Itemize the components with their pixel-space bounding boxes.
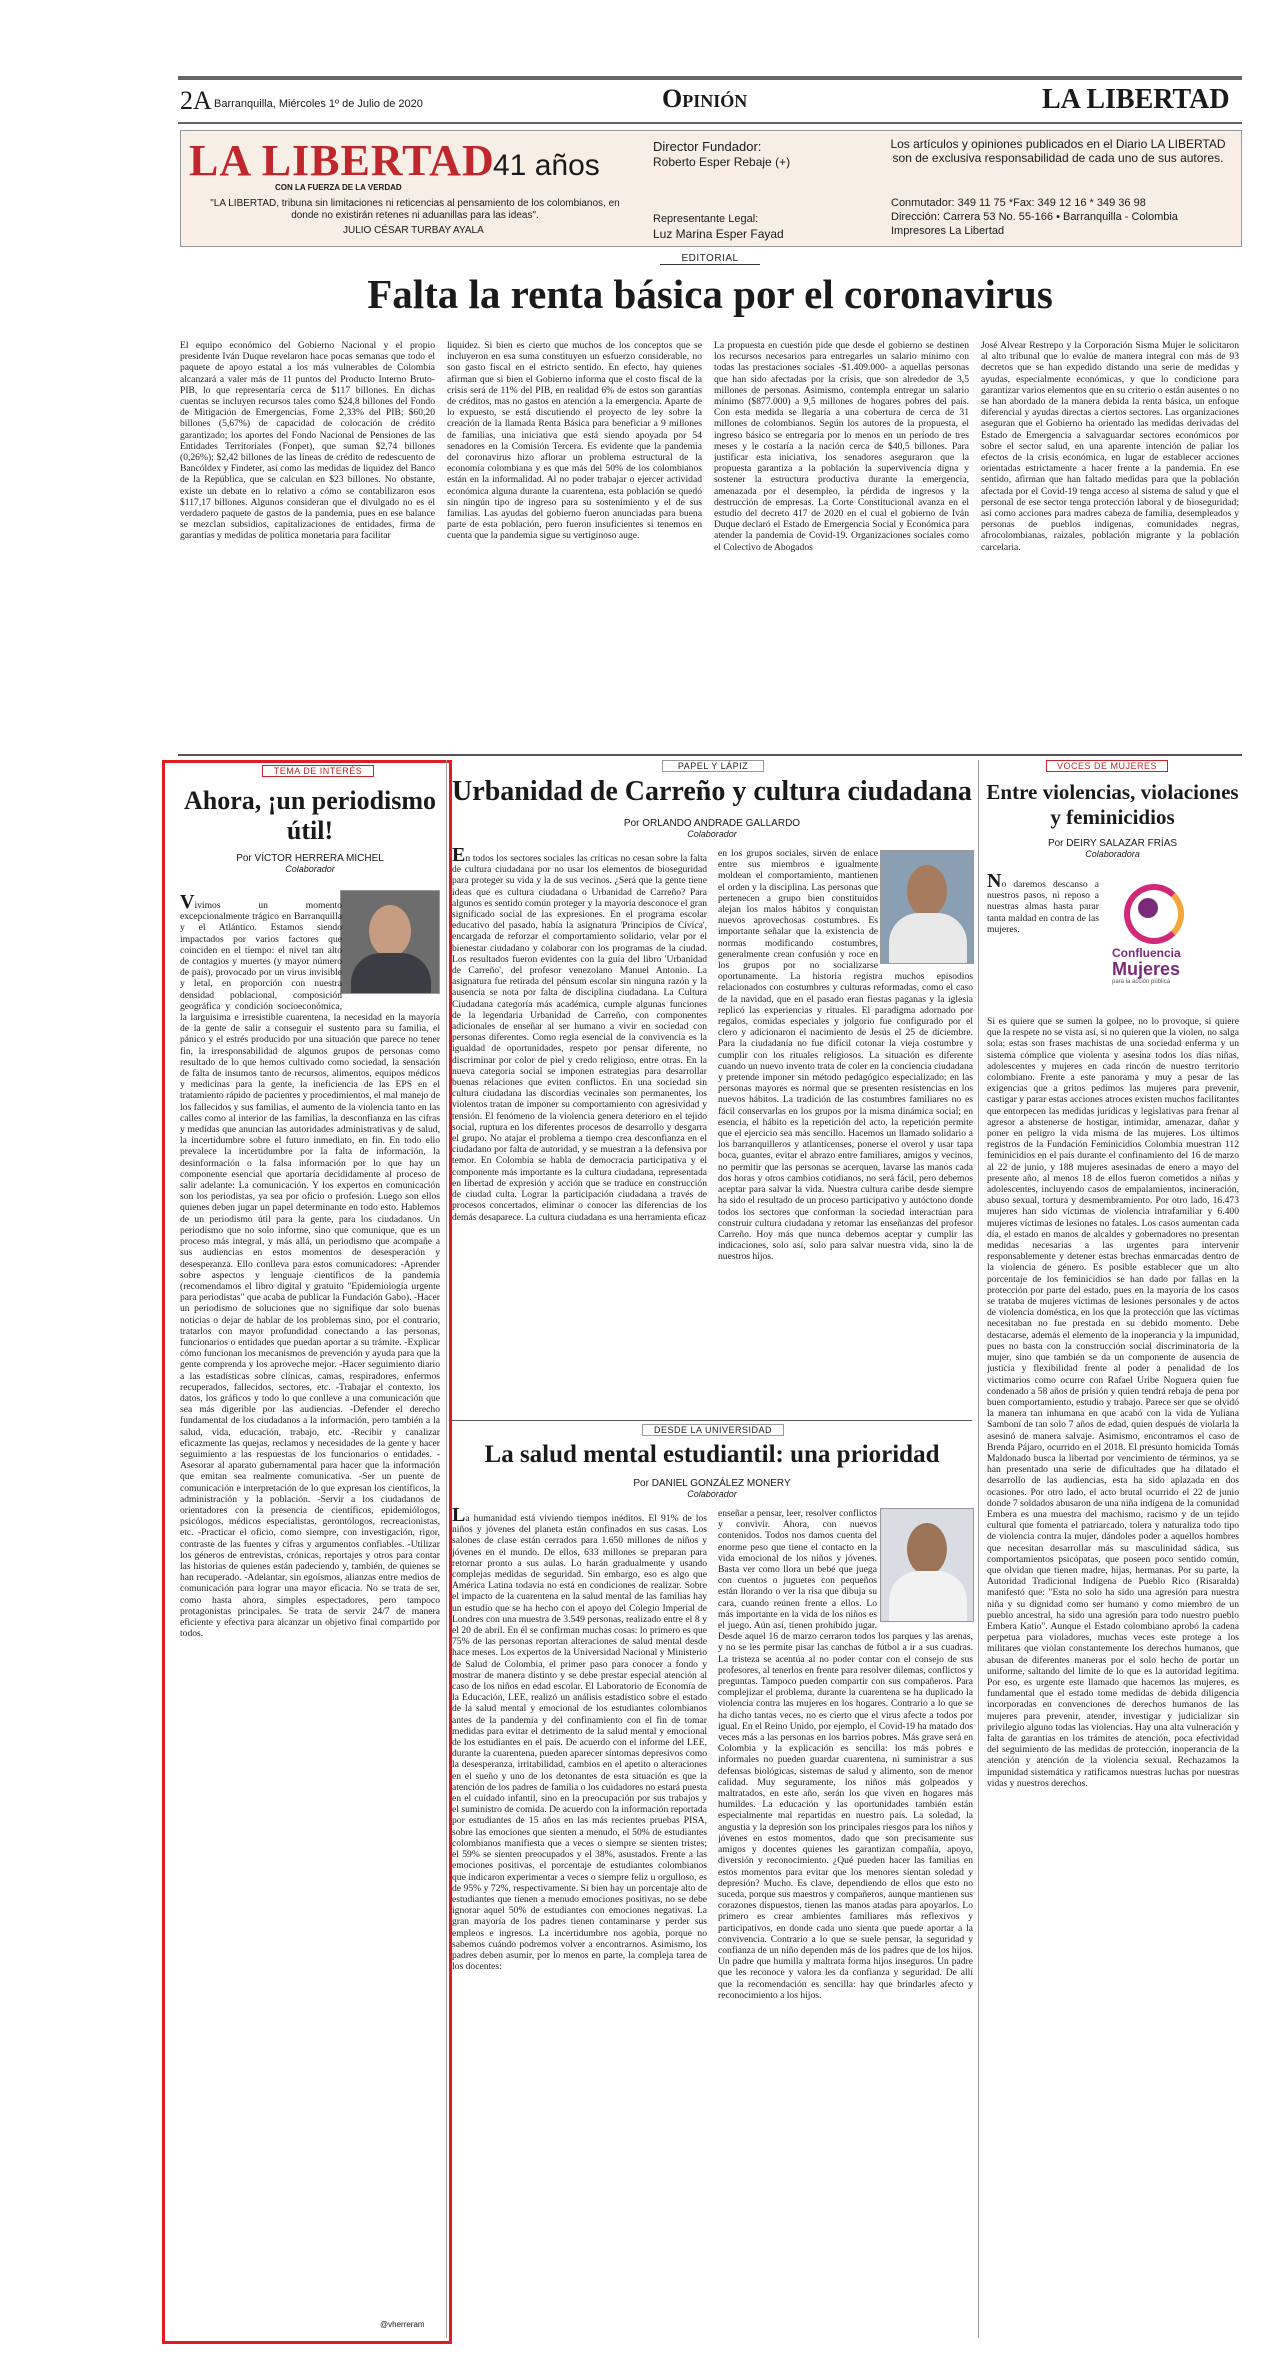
contact-phones: Conmutador: 349 11 75 *Fax: 349 12 16 * 349 36 98 — [891, 197, 1146, 209]
paper-logo: LA LIBERTAD — [189, 136, 495, 185]
mid2-headline: La salud mental estudiantil: una prioridad — [484, 1441, 940, 1468]
rep-label: Representante Legal: — [653, 213, 759, 225]
voces-tag: VOCES DE MUJERES — [1046, 760, 1168, 772]
confluencia-mujeres-logo — [1110, 880, 1235, 1000]
universidad-tag: DESDE LA UNIVERSIDAD — [642, 1424, 784, 1436]
page-number: 2A — [180, 86, 212, 115]
editorial-tag: EDITORIAL — [660, 253, 760, 265]
editorial-column-2: liquidez. Si bien es cierto que muchos de los conceptos que se incluyeron en esa suma constituyen un esfuerzo considerable, no son gasto fiscal en el estricto sentido. En efecto, hay quienes afirman que si bien el Gobierno informa que el costo fiscal de la crisis será de 11% del PIB, en realidad 6% de estos son garantías de créditos, mas no gastos en atención a la emergencia. Aparte de lo expuesto, se está discutiendo el proyecto de ley sobre la creación de la llamada Renta Básica para beneficiar a 9 millones de familias, una iniciativa que está siendo apoyada por 54 senadores en la Comisión Tercera. Es evidente que la pandemia del coronavirus hizo aflorar un problema estructural de la economía colombiana y es que más del 50% de los colombianos están en la informalidad. Al no poder trabajar o ejercer actividad económica alguna durante la cuarentena, esta población se quedó sin ningún tipo de ingreso para su sostenimiento y el de sus familias. Las ayudas del gobierno fueron anunciadas para buena parte de esta población, pero fueron insuficientes si tenemos en cuenta que la pandemia sigue su vertiginoso auge. — [447, 340, 702, 542]
mid-byline — [452, 818, 972, 840]
left-author: Por VÍCTOR HERRERA MICHEL — [236, 853, 384, 864]
founder-quote: "LA LIBERTAD, tribuna sin limitaciones ni reticencias al pensamiento de los colombianos, en donde no existirán retenes ni aduanillas para las ideas". — [210, 198, 620, 221]
printer-name: Impresores La Libertad — [891, 225, 1005, 237]
mid2-body-b: enseñar a pensar, leer, resolver conflictos y convivir. Ahora, con nuevos contenidos. Todos nos damos cuenta del enorme peso que tiene el contacto en la vida emocional de los niños y jóvenes. Basta ver como llora un bebé que juega con cuentos o juguetes con pequeños están llorando o ver la risa que dibuja su cara, cuando reúnen frente a ellos. Lo más importante en la vida de los niños es el juego. Aún así, tienen prohibido jugar. Desde aquel 16 de marzo cerraron todos los parques y las arenas, y no se les permite pisar las canchas de fútbol a ir a sus cuadras. La tristeza se acentúa al no poder contar con el consejo de sus profesores, al tenerlos en frente para resolver dilemas, conflictos y preguntas. Tampoco pueden compartir con sus compañeros. Para complejizar el problema, durante la cuarentena se ha duplicado la violencia contra las mujeres en los hogares. Contrario a lo que se ha dicho tantas veces, no es cierto que el virus afecte a todos por igual. En el Reino Unido, por ejemplo, el Covid-19 ha matado dos veces más a las personas en los barrios pobres. Más grave será en Colombia y la explicación es sencilla: los más pobres e informales no pueden guardar cuarentena, ni suministrar a sus defensas biológicas, sistemas de salud y alimento, son de menor calidad. Muy seguramente, los niños más golpeados y maltratados, en este año, serán los que viven en hogares más humildes. La educación y las oportunidades también están especialmente mal repartidas en nuestro país. La soledad, la angustia y la depresión son los principales riesgos para los niños y jóvenes en estos momentos, dado que son precisamente sus amigos y docentes quienes les garantizan compañía, apoyo, diversión y reconocimiento. ¿Qué pueden hacer las familias en estos momentos para evitar que los menores sientan soledad y depresión? Mucho. Es clave, dependiendo de ellos que esto no suceda, porque sus maestros y compañeros, aunque mantienen sus corazones dispuestos, tienen las manos atadas para apoyarlos. Lo primero es crear ambientes familiares más reflexivos y participativos, en donde cada uno sienta que puede aportar a la convivencia. Contrario a lo que se suele pensar, la seguridad y confianza de un niño dependen más de los padres que de los hijos. Un padre que humilla y maltrata forma hijos inseguros. Un padre que les reconoce y valora les da confianza y seguridad. De allí que la recomendación es sencilla: hay que brindarles afecto y reconocimiento a los hijos. — [718, 1508, 973, 2001]
mid2-role: Colaborador — [687, 1489, 737, 1499]
right-headline: Entre violencias, violaciones y feminicidios — [986, 780, 1239, 829]
masthead-rule — [178, 122, 1242, 124]
paper-name: LA LIBERTAD — [1042, 84, 1230, 115]
editorial-column-1: El equipo económico del Gobierno Nacional y el propio presidente Iván Duque revelaron hace pocas semanas que todo el paquete de apoyo estatal a los más vulnerables de Colombia alcanzará a valer más de 11 puntos del Producto Interno Bruto-PIB, lo que representaría cerca de $117 billones. En dichas cuentas se incluyen recursos tales como $24,8 billones del Fondo de Mitigación de Emergencias, Fome 2,33% del PIB; $60,20 billones (5,67%) de capacidad de colocación de crédito garantizado; los aportes del Fondo Nacional de Pensiones de las Entidades Territoriales (Fonpet), que suman $2,74 billones (0,26%); $2,42 billones de las líneas de crédito de redescuento de Bancóldex y Findeter, así como las medidas de liquidez del Banco de la República, que se calculan en $23 billones. No obstante, existe un debate en lo relativo a cómo se contabilizaron esos $117,17 billones. Algunos consideran que el divulgado no es el verdadero paquete de gastos de la pandemia, pues en ese balance se mezclan subsidios, capitalizaciones de entidades, firma de garantías y medidas de política monetaria para facilitar — [180, 340, 435, 542]
contact-address: Dirección: Carrera 53 No. 55-166 • Barranquilla - Colombia — [891, 211, 1178, 223]
author-photo-gonzalez — [880, 1508, 974, 1622]
editorial-column-4: José Alvear Restrepo y la Corporación Sisma Mujer le solicitaron al alto tribunal que lo evalúe de manera integral con más de 93 decretos que se han expedido distando una serie de medidas y ayudas, especialmente económicas, y que lo condicione para garantizar varios elementos que en su criterio o están ausentes o no se han abordado de la manera debida la renta básica, un enfoque diferencial y ayudas directas a ciertos sectores. Las organizaciones aseguran que el Gobierno ha orientado las medidas derivadas del Estado de Emergencia a salvaguardar sectores económicos por sobre el sector salud, en una aparente intención de paliar los efectos de la crisis económica, en lugar de establecer acciones orientadas estrictamente a hacer frente a la pandemia. En ese sentido, afirman que han faltado medidas para que la población afectada por el Covid-19 tenga acceso al sistema de salud y que el personal de ese sector tenga protección laboral y de bioseguridad; así como acciones para madres cabeza de familia, desempleados y personas de pueblos indígenas, comunidades negras, afrocolombianas, raizales, población migrante y la población carcelaria. — [981, 340, 1239, 553]
left-headline: Ahora, ¡un periodismo útil! — [183, 786, 437, 845]
right-byline — [985, 838, 1240, 860]
mid-author: Por ORLANDO ANDRADE GALLARDO — [623, 818, 801, 829]
top-rule — [178, 76, 1242, 80]
editorial-bottom-rule — [178, 754, 1242, 756]
logo-core-icon — [1138, 898, 1158, 918]
years-badge: 41 años — [493, 149, 600, 182]
logo-text-3: para la acción pública — [1112, 979, 1171, 985]
mid-divider — [452, 1420, 972, 1421]
right-role: Colaboradora — [1085, 849, 1140, 859]
left-body: Vivimos un momento excepcionalmente trágico en Barranquilla y el Atlántico. Estamos siendo impactados por varios factores que coinciden en el tiempo: el nivel tan alto de contagios y muertes (y mayor número de país), provocado por un virus invisible y letal, en proporción con nuestra densidad poblacional, composición geográfica y condición socioeconómica, la larguísima e irresistible cuarentena, la necesidad en la mayoría de la gente de salir a conseguir el sustento para su familia, el pánico y el estrés producido por una situación que parece no tener fin, la irresponsabilidad de algunos grupos de personas como resultado de lo que hemos cultivado como sociedad, la sensación de falta de insumos tanto de recursos, alimentos, equipos médicos y medicinas para la gente, la ineficiencia de las EPS en el tratamiento rápido de pacientes y procedimientos, el mal manejo de los fallecidos y sus familias, el aumento de la violencia tanto en las calles como al interior de las familias, la desconfianza en las cifras y medidas que anuncian las autoridades administrativas y de salud, la incertidumbre sobre el futuro inmediato, en fin. En todo ello prevalece la incertidumbre por la falta de información, la desinformación o la falsa información por lo que hay un componente esencial que aportaría decididamente al proceso de salir adelante: La comunicación. Y los expertos en comunicación son los periodistas, ya sea por oficio o profesión. Luego son ellos quienes deben jugar un papel determinante en todo esto. Hablemos de un periodismo útil para la gente, para los ciudadanos. Un periodismo que no solo informe, sino que comunique, que es un proceso más integral, y más allá, un periodismo que acompañe a sus audiencias en estos momentos de desesperación y desesperanza. Ello conlleva para estos comunicadores: -Aprender sobre aspectos y lenguaje científicos de la pandemia (recomendamos el libro digital y gratuito "Epidemiología urgente para periodistas" que acaba de publicar la Fundación Gabo). -Hacer un periodismo de soluciones que no signifique dar solo buenas noticias o dejar de hablar de los problemas sino, por el contrario, tratarlos con mayor profundidad conectando a las personas, funcionarios o entidades que puedan aportar a su trámite. -Explicar cómo funcionan los mecanismos de prevención y ayuda para que la gente comprenda y los aproveche mejor. -Hacer seguimiento diario a las estadísticas sobre clínicas, camas, respiradores, enfermos recuperados, fallecidos, sectores, etc. -Trabajar el contexto, los datos, los gráficos y todo lo que conlleve a una comunicación que sea más digerible por las audiencias. -Defender el derecho fundamental de los ciudadanos a la información, pero también a la salud, vida, educación, trabajo, etc. -Recibir y canalizar eficazmente las quejas, reclamos y necesidades de la gente y hacer seguimiento a las respuestas de los funcionarios o entidades. -Asesorar al aparato gubernamental para hacer que la información que emitan sea realmente comunicativa. -Ser un puente de comunicación e interpretación de lo que expresan los científicos, la administración y la población. -Servir a los ciudadanos de orientadores con la presencia de científicos, epidemiólogos, psicólogos, médicos especialistas, gerontólogos, recreacionistas, etc. -Practicar el oficio, como siempre, con investigación, rigor, contraste de las fuentes y cifras y argumentos confiables. -Utilizar los géneros de entrevistas, crónicas, reportajes y otros para contar las historias de quienes están padeciendo y, también, de quienes se han recuperado. -Adelantar, sin egoísmos, alianzas entre medios de comunicación para lograr una mayor eficacia. No se trata de ser, como hasta ahora, simples espectadores, pero tampoco protagonistas principales. Se trata de servir 24/7 de manera eficiente y efectiva para alcanzar un objetivo final compartido por todos. — [180, 895, 440, 1640]
left-role: Colaborador — [285, 864, 335, 874]
director-name: Roberto Esper Rebaje (+) — [653, 155, 791, 169]
rep-name: Luz Marina Esper Fayad — [653, 227, 784, 241]
masthead-info-box — [180, 130, 1242, 247]
responsibility-notice: Los artículos y opiniones publicados en el Diario LA LIBERTAD son de exclusiva responsabilidad de cada uno de sus autores. — [890, 137, 1226, 165]
left-byline — [178, 853, 442, 875]
mid-headline: Urbanidad de Carreño y cultura ciudadana — [452, 776, 972, 807]
mid2-byline — [452, 1478, 972, 1500]
mid-role: Colaborador — [687, 829, 737, 839]
papel-lapiz-tag: PAPEL Y LÁPIZ — [662, 760, 764, 772]
col-separator-2 — [978, 760, 979, 2338]
mid2-body-a: La humanidad está viviendo tiempos inéditos. El 91% de los niños y jóvenes del planeta están confinados en sus casas. Los salones de clase están cerrados para 1.650 millones de niños y jóvenes en el mundo. De ellos, 633 millones se preparan para retornar pronto a sus aulas. Lo harán gradualmente y usando complejas medidas de seguridad. Sin embargo, eso es algo que América Latina todavía no está en condiciones de realizar. Sobre el impacto de la cuarentena en la salud mental de las familias hay un estudio que se ha hecho con el apoyo del Colegio Imperial de Londres con una muestra de 3.549 personas, realizado entre el 8 y el 20 de abril. En él se confirman muchas cosas: lo primero es que 75% de las personas reportan alteraciones de salud mental desde hace meses. Los expertos de la Universidad Nacional y Ministerio de Salud de Colombia, el primer paso para conocer a fondo y mostrar de manera distinto y se debe prestar especial atención al caso de los niños en edad escolar. El Laboratorio de Economía de la Educación, LEE, realizó un análisis estadístico sobre el estado de la salud mental y emocional de los estudiantes colombianos antes de la pandemia y del confinamiento con el fin de tomar medidas para evitar el detrimento de la salud mental y emocional de los estudiantes en el país. De acuerdo con el informe del LEE, durante la cuarentena, pueden aparecer síntomas depresivos como la desesperanza, irritabilidad, cambios en el apetito o alteraciones en el sueño y uno de los detonantes de esta situación es que la atención de los padres de familia o los cuidadores no estará puesta en el cuidado infantil, sino en la preocupación por sus trabajos y el suministro de comida. De acuerdo con la información reportada por estudiantes de 15 años en las más recientes pruebas PISA, sobre las emociones que sienten a menudo, el 50% de estudiantes colombianos manifiesta que a veces o siempre se sienten tristes; el 59% se sienten preocupados y el 38%, asustados. Frente a las emociones positivas, el porcentaje de estudiantes colombianos que indicaron experimentar a veces o siempre feliz u orgulloso, es de 95% y 72%, respectivamente. Si bien hay un porcentaje alto de estudiantes que tienen a menudo emociones positivas, no se debe ignorar aquel 50% de estudiantes con emociones negativas. La gran mayoría de los padres tienen contaminarse y perder sus empleos e ingresos. La incertidumbre nos agobia, porque no sabemos cuándo podremos volver a encontrarnos. Asimismo, los padres deben asumir, por lo menos en parte, la compleja tarea de los docentes: — [452, 1508, 707, 1973]
dateline: Barranquilla, Miércoles 1º de Julio de 2020 — [214, 98, 423, 110]
right-intro: No daremos descanso a nuestros pasos, ni reposo a nuestras almas hasta parar tanta maldad en contra de las mujeres. — [987, 874, 1099, 935]
col-separator-1 — [446, 760, 447, 2338]
interest-tag: TEMA DE INTERÉS — [262, 765, 374, 777]
logo-text-2: Mujeres — [1112, 959, 1181, 979]
quote-author: JULIO CÉSAR TURBAY AYALA — [343, 225, 484, 236]
editorial-column-3: La propuesta en cuestión pide que desde el gobierno se destinen los recursos necesarios para entregarles un salario mínimo con todas las prestaciones sociales -$1.409.000- a aquellas personas que han sido afectadas por la crisis, que son alrededor de 3,5 millones de personas. Asimismo, contempla entregar un salario mínimo ($877.000) a 9,5 millones de hogares pobres del país. Con esta medida se llegaría a una cobertura de cerca de 31 millones de colombianos. Según los autores de la propuesta, el ingreso básico se entregaría por lo menos en un período de tres meses y le costaría a la nación cerca de $40,5 billones. Para justificar esta iniciativa, los senadores aseguraron que la propuesta garantiza a la población la supervivencia digna y sostener la estructura productiva durante la emergencia, amenazada por el desempleo, la pérdida de ingresos y la destrucción de empresas. La Corte Constitucional avanza en el estudio del decreto 417 de 2020 en el cual el gobierno de Iván Duque declaró el Estado de Emergencia Social y Económica para atender la pandemia de Covid-19. Organizaciones sociales como el Colectivo de Abogados — [714, 340, 969, 553]
editorial-headline: Falta la renta básica por el coronavirus — [367, 271, 1053, 317]
right-body: Si es quiere que se sumen la golpee, no lo provoque, si quiere que la respete no se vista así, si no quieren que la violen, no salga sola; estas son frases machistas de una sociedad enferma y un sistema cómplice que violenta y asesina todos los días niñas, adolescentes y mujeres en cada rincón de nuestro territorio colombiano. Frente a este panorama y muy a pesar de las exigencias que a gritos pedimos las mujeres para prevenir, castigar y parar estas acciones atroces existen muchos facilitantes que entorpecen las medidas jurídicas y legislativas para frenar al agresor a abstenerse de hostigar, intimidar, amenazar, dañar y poner en peligro la vida misma de las mujeres. Los últimos registros de la Fundación Feminicidios Colombia muestran 112 feminicidios en el país durante el confinamiento del 16 de marzo al 22 de junio, y 188 mujeres asesinadas de enero a mayo del presente año, al menos 18 de ellos fueron cometidos a niñas y adolescentes, incluyendo casos de empalamientos, incineración, abuso sexual, tortura y desmembramiento. Por otro lado, 16.473 mujeres han sido víctimas de violencia intrafamiliar y 6.400 mujeres víctimas de lesiones no fatales. Los casos aumentan cada día, el estado en manos de alcaldes y gobernadores no presentan medidas necesarias a las urgentes para intervenir responsablemente y detener estas brechas enmarcadas dentro de la violencia de género. Es posible establecer que un alto porcentaje de los feminicidios se han dado por fallas en la protección por parte del estado, pues en la mayoría de los casos se trataba de mujeres víctimas de lesiones personales y de actos de violencia doméstica, en los que la protección que las víctimas necesitaban no fue prestada en su debido momento. Debe destacarse, además el elemento de la inoperancia y la impunidad, pues no basta con la construcción social discriminatoria de la mujer, sino que también se da un componente de ausencia de justicia y flexibilidad frente al poder a penalidad de los victimarios como ocurre con Rafael Uribe Noguera quien fue condenado a 58 años de prisión y quien tendrá rebaja de pena por buen comportamiento, estudio y trabajo. Parece ser que se olvidó la manera tan inhumana en que acabó con la vida de Yuliana Samboní de tan solo 7 años de edad, quien después de violarla la asesinó de manera salvaje. Asimismo, encontramos el caso de Brenda Pájaro, ocurrido en el 2018. El presunto homicida Tomás Maldonado busca la libertad por vencimiento de términos, ya se han presentado una serie de dificultades que ha dilatado el desarrollo de las audiencias, esta ha sido aplazada en dos ocasiones. Por otro lado, el acto brutal ocurrido el 22 de junio donde 7 soldados abusaron de una niña indígena de la comunidad Embera es una muestra del machismo, racismo y de un tejido cultural que fomenta el patriarcado, tolera y naturaliza todo tipo de violencia contra la mujer, dándoles poder a aquellos hombres que necesitan desarrollar más su masculinidad sádica, sus comportamientos psicópatas, que poseen poco sentido común, que olvidan que tienen madre, hijas, hermanas. Por su parte, la Autoridad Tradicional Indígena de Pueblo Rico (Risaralda) manifestó que: "Esta no solo ha sido una agresión para nuestra niña y su dignidad como ser humano y como miembro de un pueblo ancestral, ha sido una agresión para todo nuestro pueblo Embera Katío". Aunque el Estado colombiano aprobó la cadena perpetua para violadores, muchas veces este protege a los militares que violan constantemente los derechos humanos, que abusan de diferentes maneras por el solo hecho de portar un uniforme, saltando del límite de lo que es la autoridad legítima. Por eso, es urgente este llamado que hacemos las mujeres, es fundamental que el estado tome medidas de debida diligencia incorporadas en convenciones de derechos humanos de las mujeres para prevenir, atender, investigar y judicializar sin privilegio alguno todas las violencias. Hay una alta vulneración y falta de garantías en los trámites de atención, poca efectividad del seguimiento de las medidas de protección, inoperancia de la atención y atención de la violencia sexual. Rechazamos la impunidad sistemática y ratificamos nuestras luchas por nuestras vidas y nuestros derechos. — [987, 1016, 1239, 1789]
mid-body-a: En todos los sectores sociales las críticas no cesan sobre la falta de cultura ciudadana por no usar los elementos de bioseguridad para proteger su vida y la de sus vecinos. ¿Será que la gente tiene ideas que es cultura ciudadana o Urbanidad de Carreño? Para algunos es sentido común proteger y la mayoría desconoce el gran significado social de las expresiones. En el programa escolar educativo del pasado, había la asignatura 'Principios de Cívica', encargada de reforzar el comportamiento solidario, velar por el bienestar ciudadano y colaborar con los programas de la ciudad. Los resultados fueron evidentes con la guía del libro 'Urbanidad de Carreño', del profesor venezolano Manuel Antonio. La asignatura fue retirada del pénsum escolar sin ninguna razón y la ausencia se nota por falta de disciplina ciudadana. La Cultura Ciudadana categoría más académica, cumple algunas funciones de la legendaria Urbanidad de Carreño, con componentes adicionales de enseñar al ser humano a vivir en sociedad con personas diferentes. Como regla esencial de la convivencia es la igualdad de oportunidades, respeto por pensar diferente, no discriminar por color de piel y credo religioso, entre otras. En la nueva categoría social se imponen estrategias para desarrollar buenas relaciones que eviten conflictos. En una sociedad sin cultura ciudadana las discordias vecinales son permanentes, los violentos tratan de imponer su comportamiento con agresividad y tensión. El fenómeno de la violencia genera deterioro en el tejido social, ruptura en los diferentes procesos de desarrollo y desgarra el grupo. No atajar el problema a tiempo crea desconfianza en el ciudadano por falta de autoridad, y se muestran a la defensiva por temor. En Colombia se habla de democracia participativa y el componente más importante es la cultura ciudadana, representada en libertad de expresión y acción que se traduce en construcción de ciudad culta. Lograr la participación ciudadana a través de procesos concertados, eliminar o conocer las diferencias de los demás desaparece. La cultura ciudadana es una herramienta eficaz — [452, 848, 707, 1223]
logo-tagline: CON LA FUERZA DE LA VERDAD — [275, 183, 402, 192]
logo-text-1: Confluencia — [1112, 946, 1181, 960]
left-signature: @vherreram — [380, 2320, 425, 2329]
mid2-author: Por DANIEL GONZÁLEZ MONERY — [633, 1478, 791, 1489]
director-label: Director Fundador: — [653, 139, 762, 154]
author-photo-andrade — [880, 850, 974, 964]
section-name: Opinión — [662, 84, 748, 113]
right-author: Por DEIRY SALAZAR FRÍAS — [1047, 838, 1178, 849]
mid-body-b: en los grupos sociales, sirven de enlace entre sus miembros e igualmente moldean el comportamiento, mantienen el orden y la disciplina. Las personas que pertenecen a grupo bien constituidos alejan los malos hábitos y conquistan nuevos aprovechosas costumbres. Es importante señalar que la existencia de normas modificando costumbres, generalmente crean confusión y roce en los grupos por no socializarse oportunamente. La historia registra muchos episodios relacionados con costumbres y culturas reformadas, como el caso de la navidad, que en el pasado eran fiestas paganas y la iglesia replicó las experiencias y rituales. El paradigma adornado por regalos, comidas especiales y jolgorio fue configurado por el clero y adicionaron el nacimiento de Jesús el 25 de diciembre. Para la ciudadanía no fue difícil cotonar la vieja costumbre y cumplir con los rituales religiosos. La situación es diferente cuando un nuevo invento trata de coler en la conciencia ciudadana y pretende imponer sin método pedagógico especializado; en las personas mayores es normal que se presenten resistencias en los nuevos hábitos. La tradición de las costumbres familiares no es fácil conservarlas en los grupos por la misma dinámica social; en esencia, el hábito es la repetición del acto, la repetición permite que el ejercicio sea más sencillo. Hacemos un llamado solidario a los barranquilleros y atlanticenses, ponerse el overol y usar tapa boca, guantes, evitar el abrazo entre familiares, amigos y vecinos, no permitir que las personas se acerquen, lavarse las manos cada dos horas y otros cambios cotidianos, no será fácil, pero debemos aceptar para salvar la vida. Nuestra cultura caribe desde siempre ha sido el resultado de un proceso participativo y autóctono donde todos los sectores que conforman la sociedad interactúan para construir cultura ciudadana y retomar las enseñanzas del profesor Carreño. Hoy más que nunca debemos aceptar y cumplir las indicaciones, solo así, solo para salvar nuestra vida, sino la de nuestros hijos. — [718, 848, 973, 1263]
